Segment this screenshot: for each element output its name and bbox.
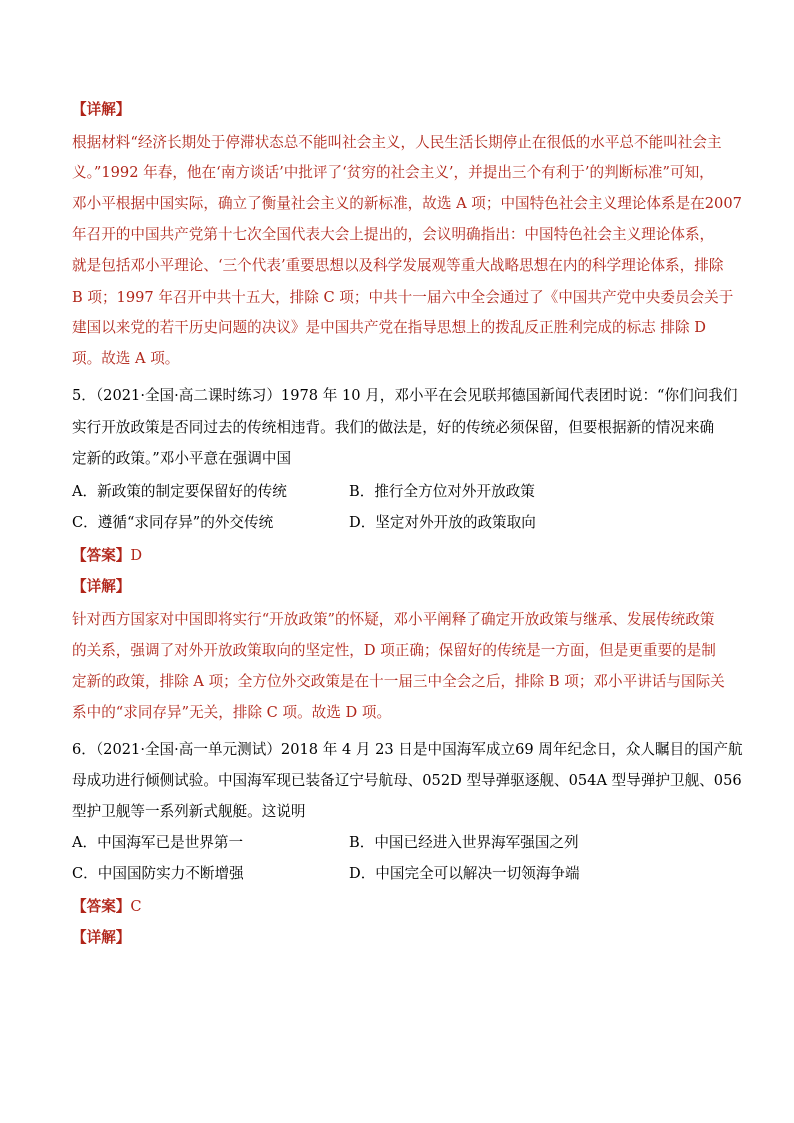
explanation-line: 根据材料“经济长期处于停滞状态总不能叫社会主义，人民生活长期停止在很低的水平总不能叫社会主 xyxy=(72,134,722,151)
question-stem-line: 定新的政策。”邓小平意在强调中国 xyxy=(72,450,292,467)
explanation-line: 建国以来党的若干历史问题的决议》是中国共产党在指导思想上的拨乱反正胜利完成的标志 排除 D xyxy=(72,319,706,336)
question-stem-line: 实行开放政策是否同过去的传统相违背。我们的做法是，好的传统必须保留，但要根据新的情况来确 xyxy=(72,419,715,436)
option-c: C．中国国防实力不断增强 xyxy=(72,865,244,882)
question-stem-line: 5．（2021·全国·高二课时练习）1978 年 10 月，邓小平在会见联邦德国新闻代表团时说：“你们问我们 xyxy=(72,387,738,404)
question-stem-line: 型护卫舰等一系列新式舰艇。这说明 xyxy=(72,803,306,820)
answer-line xyxy=(72,897,724,917)
option-b: B．中国已经进入世界海军强国之列 xyxy=(349,834,579,851)
answer-value: C xyxy=(130,898,142,915)
answer-line xyxy=(72,546,724,566)
explanation-line: 针对西方国家对中国即将实行“开放政策”的怀疑，邓小平阐释了确定开放政策与继承、发展传统政策 xyxy=(72,611,715,628)
answer-heading: 【答案】 xyxy=(72,547,131,564)
explanation-line: 项。故选 A 项。 xyxy=(72,350,180,367)
question-stem-line: 母成功进行倾侧试验。中国海军现已装备辽宁号航母、052D 型导弹驱逐舰、054A 型导弹护卫舰、056 xyxy=(72,772,742,789)
detail-heading: 【详解】 xyxy=(72,929,131,946)
option-d: D．中国完全可以解决一切领海争端 xyxy=(349,865,580,882)
option-a: A．中国海军已是世界第一 xyxy=(72,834,244,851)
answer-heading: 【答案】 xyxy=(72,898,131,915)
explanation-line: 义。”1992 年春，他在‘南方谈话’中批评了‘贫穷的社会主义’，并提出三个有利于’的判断标准”可知， xyxy=(72,164,714,181)
explanation-line: 年召开的中国共产党第十七次全国代表大会上提出的，会议明确指出：中国特色社会主义理论体系， xyxy=(72,226,715,243)
explanation-line: 就是包括邓小平理论、‘三个代表’重要思想以及科学发展观等重大战略思想在内的科学理论体系，排除 xyxy=(72,257,724,274)
option-b: B．推行全方位对外开放政策 xyxy=(349,483,535,500)
option-d: D．坚定对外开放的政策取向 xyxy=(349,514,536,531)
detail-heading: 【详解】 xyxy=(72,101,131,118)
answer-value: D xyxy=(130,547,143,564)
detail-heading: 【详解】 xyxy=(72,578,131,595)
option-c: C．遵循“求同存异”的外交传统 xyxy=(72,514,274,531)
question-stem-line: 6．（2021·全国·高一单元测试）2018 年 4 月 23 日是中国海军成立69 周年纪念日，众人瞩目的国产航 xyxy=(72,741,743,758)
explanation-line: 系中的“求同存异”无关，排除 C 项。故选 D 项。 xyxy=(72,704,392,721)
option-a: A．新政策的制定要保留好的传统 xyxy=(72,483,287,500)
explanation-line: 的关系，强调了对外开放政策取向的坚定性，D 项正确；保留好的传统是一方面，但是更重要的是制 xyxy=(72,642,716,659)
explanation-line: B 项；1997 年召开中共十五大，排除 C 项；中共十一届六中全会通过了《中国共产党中央委员会关于 xyxy=(72,289,734,306)
explanation-line: 定新的政策，排除 A 项；全方位外交政策是在十一届三中全会之后，排除 B 项；邓小平讲话与国际关 xyxy=(72,673,725,690)
explanation-line: 邓小平根据中国实际，确立了衡量社会主义的新标准，故选 A 项；中国特色社会主义理论体系是在2007 xyxy=(72,195,742,212)
